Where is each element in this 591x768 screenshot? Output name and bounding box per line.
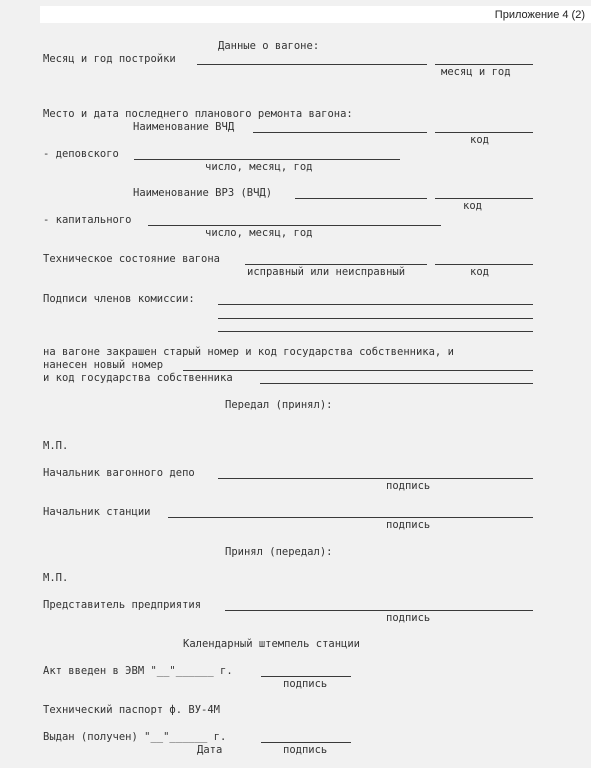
commission-sign-line-1 [218,304,533,305]
issued-date-hint: Дата [197,744,223,756]
vrz-name-label: Наименование ВРЗ (ВЧД) [133,187,273,199]
new-number-label: нанесен новый номер [43,359,164,371]
capital-repair-line [148,225,441,226]
vrz-code-line [435,198,533,199]
new-number-line [183,370,533,371]
build-date-line-2 [435,64,533,65]
painted-number-text: на вагоне закрашен старый номер и код государства собственника, и [43,346,454,358]
issued-sign-line [261,742,351,743]
enterprise-rep-sign-hint: подпись [386,612,431,624]
owner-country-label: и код государства собственника [43,372,233,384]
tech-state-code-hint: код [470,266,489,278]
station-chief-label: Начальник станции [43,506,151,518]
commission-sign-line-2 [218,318,533,319]
vchd-name-line [253,132,427,133]
evm-sign-hint: подпись [283,678,328,690]
commission-sign-line-3 [218,331,533,332]
last-repair-label: Место и дата последнего планового ремонта вагона: [43,108,353,120]
vrz-name-line [295,198,427,199]
depot-repair-label: - деповского [43,148,119,160]
issued-label: Выдан (получен) "__"______ г. [43,731,227,743]
build-date-line [197,64,427,65]
build-date-label: Месяц и год постройки [43,53,176,65]
vchd-code-line [435,132,533,133]
vrz-code-hint: код [463,200,482,212]
evm-sign-line [261,676,351,677]
tech-state-code-line [435,264,533,265]
enterprise-rep-sign-line [225,610,533,611]
stamp-placeholder-2: М.П. [43,572,69,584]
enterprise-rep-label: Представитель предприятия [43,599,202,611]
tech-passport-label: Технический паспорт ф. ВУ-4М [43,704,221,716]
tech-state-line [245,264,427,265]
depot-chief-sign-line [218,478,533,479]
capital-date-hint: число, месяц, год [205,227,313,239]
build-date-hint: месяц и год [441,66,511,78]
tech-state-hint: исправный или неисправный [247,266,406,278]
issued-sign-hint: подпись [283,744,328,756]
capital-repair-label: - капитального [43,214,132,226]
wagon-data-title: Данные о вагоне: [218,40,320,52]
depot-chief-label: Начальник вагонного депо [43,467,195,479]
calendar-stamp-label: Календарный штемпель станции [183,638,361,650]
vchd-name-label: Наименование ВЧД [133,121,235,133]
accepted-title: Принял (передал): [225,546,333,558]
depot-repair-line [134,159,400,160]
vchd-code-hint: код [470,134,489,146]
station-chief-sign-line [168,517,533,518]
handed-over-title: Передал (принял): [225,399,333,411]
owner-country-line [260,383,533,384]
stamp-placeholder-1: М.П. [43,440,69,452]
tech-state-label: Техническое состояние вагона [43,253,221,265]
appendix-label: Приложение 4 (2) [494,9,585,21]
depot-chief-sign-hint: подпись [386,480,431,492]
station-chief-sign-hint: подпись [386,519,431,531]
evm-entry-label: Акт введен в ЭВМ "__"______ г. [43,665,233,677]
commission-label: Подписи членов комиссии: [43,293,195,305]
depot-date-hint: число, месяц, год [205,161,313,173]
